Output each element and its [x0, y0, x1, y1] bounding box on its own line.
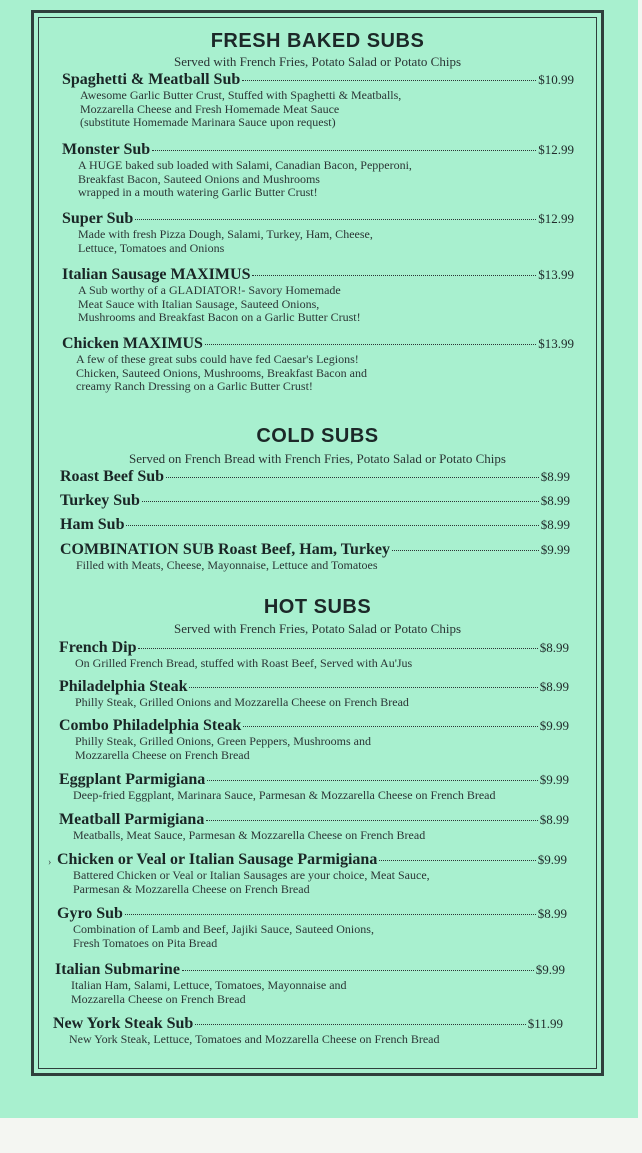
dot-leader [243, 726, 537, 727]
dot-leader [195, 1024, 525, 1025]
dot-leader [379, 860, 535, 861]
menu-item-monster-sub [62, 141, 574, 200]
item-description: Combination of Lamb and Beef, Jajiki Sauce, Sauteed Onions, Fresh Tomatoes on Pita Bread [73, 922, 374, 950]
dot-leader [205, 344, 536, 345]
item-name: French Dip [59, 639, 137, 656]
item-name: Italian Submarine [55, 961, 180, 978]
item-description: Filled with Meats, Cheese, Mayonnaise, Lettuce and Tomatoes [76, 558, 378, 572]
item-name: Roast Beef Sub [60, 468, 165, 485]
item-price: $8.99 [540, 469, 570, 484]
menu-item-eggplant-parmigiana [59, 771, 569, 803]
item-price: $10.99 [538, 72, 574, 87]
item-description: On Grilled French Bread, stuffed with Roast Beef, Served with Au'Jus [75, 656, 413, 670]
item-name: Super Sub [62, 210, 134, 227]
item-name: Combo Philadelphia Steak [59, 717, 242, 734]
item-description: Awesome Garlic Butter Crust, Stuffed with Spaghetti & Meatballs, Mozzarella Cheese and Fresh Homemade Meat Sauce (substitute Homemade Marinara Sauce upon request) [80, 88, 402, 129]
menu-item-italian-submarine [55, 961, 565, 1006]
hot-subs-title: HOT SUBS [263, 596, 372, 618]
item-price: $8.99 [539, 640, 569, 655]
item-description: A HUGE baked sub loaded with Salami, Canadian Bacon, Pepperoni, Breakfast Bacon, Sauteed Onions and Mushrooms wrapped in a mouth watering Garlic Butter Crust! [78, 158, 412, 199]
menu-item-ham-sub [60, 516, 570, 534]
menu-item-super-sub [62, 210, 574, 255]
menu-item-roast-beef-sub [60, 468, 570, 486]
item-price: $13.99 [538, 267, 574, 282]
cold-subs-subtitle: Served on French Bread with French Fries, Potato Salad or Potato Chips [129, 451, 506, 466]
item-name: Turkey Sub [60, 492, 140, 509]
menu-item-french-dip [59, 639, 569, 671]
item-price: $9.99 [539, 772, 569, 787]
dot-leader [135, 219, 536, 220]
dot-leader [182, 970, 534, 971]
item-name: Italian Sausage MAXIMUS [62, 266, 251, 283]
item-price: $8.99 [540, 493, 570, 508]
item-price: $8.99 [540, 517, 570, 532]
item-description: A few of these great subs could have fed Caesar's Legions! Chicken, Sauteed Onions, Mushrooms, Breakfast Bacon and creamy Ranch Dressing on a Garlic Butter Crust! [76, 352, 367, 393]
dot-leader [138, 648, 537, 649]
menu-item-combination-sub [60, 541, 570, 573]
dot-leader [142, 501, 539, 502]
dot-leader [125, 914, 536, 915]
item-description: Philly Steak, Grilled Onions and Mozzarella Cheese on French Bread [75, 695, 409, 709]
item-name: Meatball Parmigiana [59, 811, 205, 828]
item-name: Philadelphia Steak [59, 678, 188, 695]
item-description: New York Steak, Lettuce, Tomatoes and Mozzarella Cheese on French Bread [69, 1032, 440, 1046]
item-price: $11.99 [527, 1016, 563, 1031]
item-description: Meatballs, Meat Sauce, Parmesan & Mozzarella Cheese on French Bread [73, 828, 426, 842]
item-description: Deep-fried Eggplant, Marinara Sauce, Parmesan & Mozzarella Cheese on French Bread [73, 788, 496, 802]
dot-leader [252, 275, 536, 276]
item-description: Philly Steak, Grilled Onions, Green Peppers, Mushrooms and Mozzarella Cheese on French Bread [75, 734, 371, 762]
item-price: $13.99 [538, 336, 574, 351]
hot-subs-subtitle: Served with French Fries, Potato Salad or Potato Chips [173, 621, 462, 636]
dot-leader [152, 150, 536, 151]
stray-ink-mark: › [48, 857, 52, 868]
cold-subs-title: COLD SUBS [256, 425, 379, 447]
menu-item-meatball-parmigiana [59, 811, 569, 843]
menu-item-spaghetti-meatball-sub [62, 71, 574, 130]
item-name: Chicken MAXIMUS [62, 335, 203, 352]
item-description: Made with fresh Pizza Dough, Salami, Turkey, Ham, Cheese, Lettuce, Tomatoes and Onions [78, 227, 373, 255]
item-name: Chicken or Veal or Italian Sausage Parmigiana [57, 851, 378, 868]
item-name: Spaghetti & Meatball Sub [62, 71, 241, 88]
item-price: $8.99 [539, 679, 569, 694]
menu-item-turkey-sub [60, 492, 570, 510]
dot-leader [392, 550, 539, 551]
dot-leader [207, 780, 538, 781]
item-description: Italian Ham, Salami, Lettuce, Tomatoes, Mayonnaise and Mozzarella Cheese on French Bread [71, 978, 347, 1006]
item-description: Battered Chicken or Veal or Italian Sausages are your choice, Meat Sauce, Parmesan & Mozzarella Cheese on French Bread [73, 868, 430, 896]
item-price: $9.99 [537, 852, 567, 867]
dot-leader [206, 820, 537, 821]
menu-item-italian-sausage-maximus [62, 266, 574, 325]
fresh-baked-subs-title: FRESH BAKED SUBS [210, 30, 425, 52]
item-price: $9.99 [535, 962, 565, 977]
dot-leader [166, 477, 539, 478]
menu-item-philadelphia-steak [59, 678, 569, 710]
dot-leader [189, 687, 537, 688]
item-price: $12.99 [538, 142, 574, 157]
menu-item-combo-philadelphia-steak [59, 717, 569, 762]
item-name: COMBINATION SUB Roast Beef, Ham, Turkey [60, 541, 390, 558]
dot-leader [126, 525, 538, 526]
item-name: Gyro Sub [57, 905, 123, 922]
item-price: $9.99 [540, 542, 570, 557]
menu-item-gyro-sub [57, 905, 567, 950]
fresh-baked-subs-subtitle: Served with French Fries, Potato Salad or Potato Chips [173, 54, 462, 69]
item-description: A Sub worthy of a GLADIATOR!- Savory Homemade Meat Sauce with Italian Sausage, Sauteed Onions, Mushrooms and Breakfast Bacon on a Garlic Butter Crust! [78, 283, 361, 324]
item-name: New York Steak Sub [53, 1015, 194, 1032]
menu-item-chicken-maximus [62, 335, 574, 394]
menu-item-new-york-steak-sub [53, 1015, 563, 1047]
item-name: Ham Sub [60, 516, 125, 533]
item-price: $8.99 [539, 812, 569, 827]
item-price: $9.99 [539, 718, 569, 733]
item-price: $12.99 [538, 211, 574, 226]
item-price: $8.99 [537, 906, 567, 921]
dot-leader [242, 80, 536, 81]
item-name: Monster Sub [62, 141, 151, 158]
item-name: Eggplant Parmigiana [59, 771, 206, 788]
menu-item-chicken-veal-sausage-parmigiana [57, 851, 567, 896]
